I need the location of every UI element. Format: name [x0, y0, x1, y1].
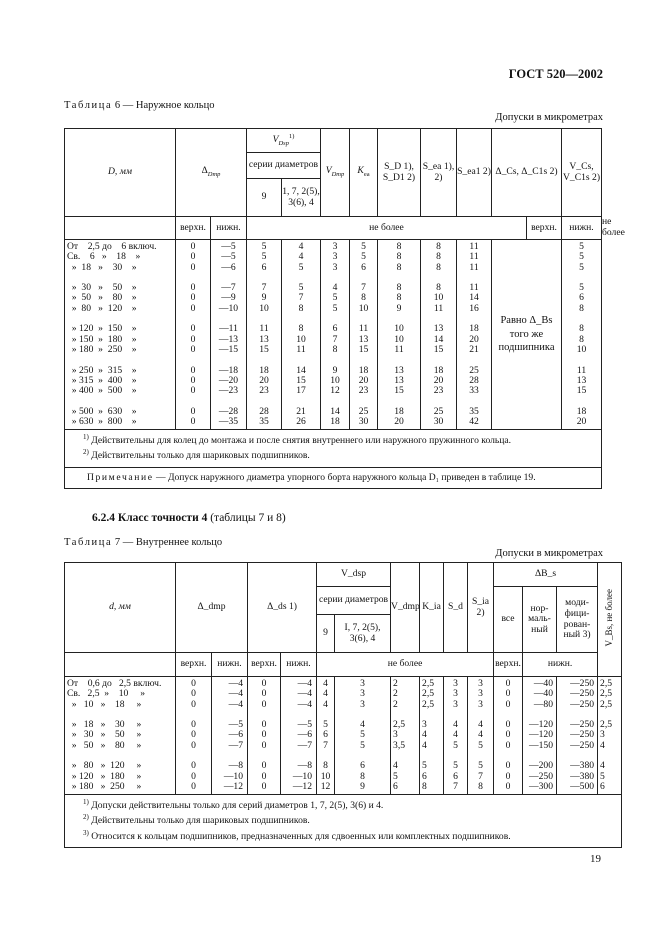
table6-footnotes: $^{1)}$ Действительны для колец до монтажа и после снятия внутреннего или наружного пружинного кольца. $^{2)}$ Действительны только для шариковых подшипников.	[65, 430, 602, 467]
col-ds-header: Δ_ds 1)	[248, 563, 317, 653]
table7-bs-up: 0 0 0 0 0 0 0 0 0	[494, 677, 523, 795]
table7-bs-mod: —250 —250 —250 —250 —250 —250 —380 —380 —500	[557, 677, 598, 795]
table6-note	[65, 467, 602, 489]
col-VDmp-header: $V_{Dmp}$	[321, 129, 350, 217]
table7-units: Допуски в микрометрах	[495, 548, 603, 559]
table6-units: Допуски в микрометрах	[495, 112, 603, 123]
table6-footnote2: Действительны только для шариковых подшипников.	[91, 450, 310, 462]
t7-upper-1: верхн.	[176, 653, 212, 677]
series-other: 1, 7, 2(5), 3(6), 4	[282, 179, 321, 217]
table7-v9: 4 4 4 5 6 7 8 10 12	[317, 677, 335, 795]
table7-vbs: 2,5 2,5 2,5 2,5 3 4 4 5 6	[598, 677, 622, 795]
table6-caption-rest: 6 — Наружное кольцо	[114, 100, 215, 111]
table6-sea: 8 8 8 8 10 11 13 14 15 18 20 23 25 30	[421, 240, 457, 430]
table7-caption-label: Таблица	[64, 537, 113, 548]
ravno-text: Равно Δ_Bs того же подшипника	[498, 315, 555, 354]
section-number: 6.2.4	[92, 512, 115, 524]
col-VDsp-header: $V_{Dsp}^{1)}$	[247, 129, 321, 153]
col-Kia-header: K_ia	[420, 563, 444, 653]
table7-caption	[64, 537, 222, 548]
table7-dmp-up: 0 0 0 0 0 0 0 0 0	[176, 677, 212, 795]
lower-label-2: нижн.	[562, 217, 602, 240]
col-deltaCs-header: Δ_Cs, Δ_C1s 2)	[492, 129, 562, 217]
table7-footnote3: Относится к кольцам подшипников, предназначенных для сдвоенных или комплектных подшипников.	[91, 830, 511, 842]
series-other-7: I, 7, 2(5), 3(6), 4	[335, 615, 391, 653]
table6: D, мм $\Delta_{Dmp}$ $V_{Dsp}^{1)}$ $V_{Dmp}$ $K_{ea}$ S_D 1), S_D1 2) S_ea 1), 2) S_ea1 2) Δ_Cs, Δ_C1s 2) V_Cs, V_C1s 2) серии диаметров 9 1, 7, 2(5), 3(6), 4 верхн. нижн. не более верхн. нижн. не более От 2,5 до 6 включ. Св. 6 » 18 » » 18 » 30 » » 30 » 50 » » 50 » 80 » » 80 » 120 » » 120 » 150 » » 150 » 180 » » 180 » 250 » » 250 » 315 » » 315 » 400 » » 400 » 500 » » 500 » 630 » » 630 » 800 » 0 0 0 0 0 0 0 0 0 0 0 0 0 0 —5 —5 —6 —7 —9 —10 —11 —13 —15 —18 —20 —23 —28 —35 5 5 6 7 9 10 11 13 15 18 20 23 28 35 4 4 5 5 7 8 8 10 11 14 15 17 21 26 3 3 3 4 5 5 6 7 8 9 10 12 14 18 5 5 6 7 8 10 11 13 15 18 20 23 25 30 8 8 8 8 8 9 10 10 11 13 13 15 18 20 8 8 8 8 10 11 13 14 15 18 20 23 25 30 11 11 11 11 14 16 18 20 21 25 28 33 35 42 Равно Δ_Bs того же подшипника 5 5 5 5 6 8 8 8 10 11 13 15 18 20 $^{1)}$ Действительны для колец до монтажа и после снятия внутреннего или наружного пружинного кольца. $^{2)}$ Действительны только для шариковых подшипников. Примечание — Допуск наружного диаметра упорного борта наружного кольца D₁ приведен в таблице 19.	[64, 128, 602, 489]
section-heading	[92, 512, 286, 524]
col-Kea-header: $K_{ea}$	[350, 129, 378, 217]
col-normal-header: нор-маль-ный	[523, 587, 557, 653]
t7-lower-3: нижн.	[523, 653, 598, 677]
table6-sd: 8 8 8 8 8 9 10 10 11 13 13 15 18 20	[378, 240, 421, 430]
table7-kia: 2,5 2,5 2,5 3 4 4 5 6 8	[420, 677, 444, 795]
table7-sd: 3 3 3 4 4 5 5 6 7	[444, 677, 468, 795]
col-deltaBs-header: ΔB_s	[494, 563, 598, 587]
table6-sea1: 11 11 11 11 14 16 18 20 21 25 28 33 35 42	[457, 240, 492, 430]
table7-ds-low: —4 —4 —4 —5 —6 —7 —8 —10 —12	[281, 677, 317, 795]
standard-header: ГОСТ 520—2002	[508, 67, 603, 81]
table7-dmp-low: —4 —4 —4 —5 —6 —7 —8 —10 —12	[212, 677, 248, 795]
section-rest: (таблицы 7 и 8)	[207, 512, 286, 524]
table7-footnotes: $^{1)}$ Допуски действительны только для серий диаметров 1, 7, 2(5), 3(6) и 4. $^{2)}$ Действительны только для шариковых подшипников. $^{3)}$ Относится к кольцам подшипников, предназначенных для сдвоенных или комплектных подшипников.	[65, 795, 622, 847]
col-Sd-header: S_d	[444, 563, 468, 653]
series-label: серии диаметров	[247, 153, 321, 179]
col-dmp-header: Δ_dmp	[176, 563, 248, 653]
col-Vdsp-header: V_dsp	[317, 563, 391, 587]
table7-vo: 3 3 3 4 5 5 6 8 9	[335, 677, 391, 795]
table7-vdmp: 2 2 2 2,5 3 3,5 4 5 6	[391, 677, 420, 795]
series-9-7: 9	[317, 615, 335, 653]
table7-caption-rest: 7 — Внутреннее кольцо	[114, 537, 223, 548]
table6-caption	[64, 100, 214, 111]
table7-footnote2: Действительны только для шариковых подшипников.	[91, 815, 310, 827]
series-label-7: серии диаметров	[317, 587, 391, 615]
note-text: — Допуск наружного диаметра упорного борта наружного кольца D₁ приведен в таблице 19.	[153, 471, 536, 483]
table7	[64, 562, 622, 848]
col-Sea-header: S_ea 1), 2)	[421, 129, 457, 217]
col-D-header: D, мм	[65, 129, 176, 217]
col-VCs-header: V_Cs, V_C1s 2)	[562, 129, 602, 217]
note-label: Примечание	[87, 471, 154, 483]
section-title: Класс точности 4	[117, 512, 208, 524]
table6-vcs: 5 5 5 5 6 8 8 8 10 11 13 15 18 20	[562, 240, 602, 430]
table6-dmp-lower: —5 —5 —6 —7 —9 —10 —11 —13 —15 —18 —20 —23 —28 —35	[211, 240, 247, 430]
table7-d-ranges: От 0,6 до 2,5 включ. Св. 2,5 » 10 » » 10 » 18 » » 18 » 30 » » 30 » 50 » » 50 » 80 » » 80 » 120 » » 120 » 180 » » 180 » 250 »	[65, 677, 176, 795]
col-Sia-header: S_ia 2)	[468, 563, 494, 653]
page-number: 19	[590, 853, 601, 865]
table6-dmp-upper: 0 0 0 0 0 0 0 0 0 0 0 0 0 0	[176, 240, 211, 430]
table6-D-ranges: От 2,5 до 6 включ. Св. 6 » 18 » » 18 » 30 » » 30 » 50 » » 50 » 80 » » 80 » 120 » » 120 » 150 » » 150 » 180 » » 180 » 250 » » 250 » 315 » » 315 » 400 » » 400 » 500 » » 500 » 630 » » 630 » 800 »	[65, 240, 176, 430]
table6-footnote1: Действительны для колец до монтажа и после снятия внутреннего или наружного пружинного кольца.	[91, 435, 512, 447]
col-VBs-header: V_Bs, не более	[598, 563, 622, 677]
upper-label-2: верхн.	[527, 217, 562, 240]
series-9: 9	[247, 179, 282, 217]
t7-upper-2: верхн.	[248, 653, 281, 677]
col-d-header: d, мм	[65, 563, 176, 653]
table6-ravno	[492, 240, 562, 430]
table6-caption-label: Таблица	[64, 100, 113, 111]
t7-lower-2: нижн.	[281, 653, 317, 677]
table7-sia: 3 3 3 4 4 5 5 7 8	[468, 677, 494, 795]
col-SD-header: S_D 1), S_D1 2)	[378, 129, 421, 217]
lower-label: нижн.	[211, 217, 247, 240]
t7-upper-3: верхн.	[494, 653, 523, 677]
t7-lower-1: нижн.	[212, 653, 248, 677]
table6-vdmp: 3 3 3 4 5 5 6 7 8 9 10 12 14 18	[321, 240, 350, 430]
table6-kea: 5 5 6 7 8 10 11 13 15 18 20 23 25 30	[350, 240, 378, 430]
table7-bs-norm: —40 —40 —80 —120 —120 —150 —200 —250 —300	[523, 677, 557, 795]
col-Vdmp-header: V_dmp	[391, 563, 420, 653]
ne-bolee-label: не более	[247, 217, 527, 240]
t7-ne-bolee: не более	[317, 653, 494, 677]
table6-v9: 5 5 6 7 9 10 11 13 15 18 20 23 28 35	[247, 240, 282, 430]
upper-label: верхн.	[176, 217, 211, 240]
table7-footnote1: Допуски действительны только для серий диаметров 1, 7, 2(5), 3(6) и 4.	[91, 800, 384, 812]
table6-vo: 4 4 5 5 7 8 8 10 11 14 15 17 21 26	[282, 240, 321, 430]
col-modified-header: моди-фици-рован-ный 3)	[557, 587, 598, 653]
col-delta-Dmp-header: $\Delta_{Dmp}$	[176, 129, 247, 217]
table7-ds-up: 0 0 0 0 0 0 0 0 0	[248, 677, 281, 795]
col-all-header: все	[494, 587, 523, 653]
col-Sea1-header: S_ea1 2)	[457, 129, 492, 217]
